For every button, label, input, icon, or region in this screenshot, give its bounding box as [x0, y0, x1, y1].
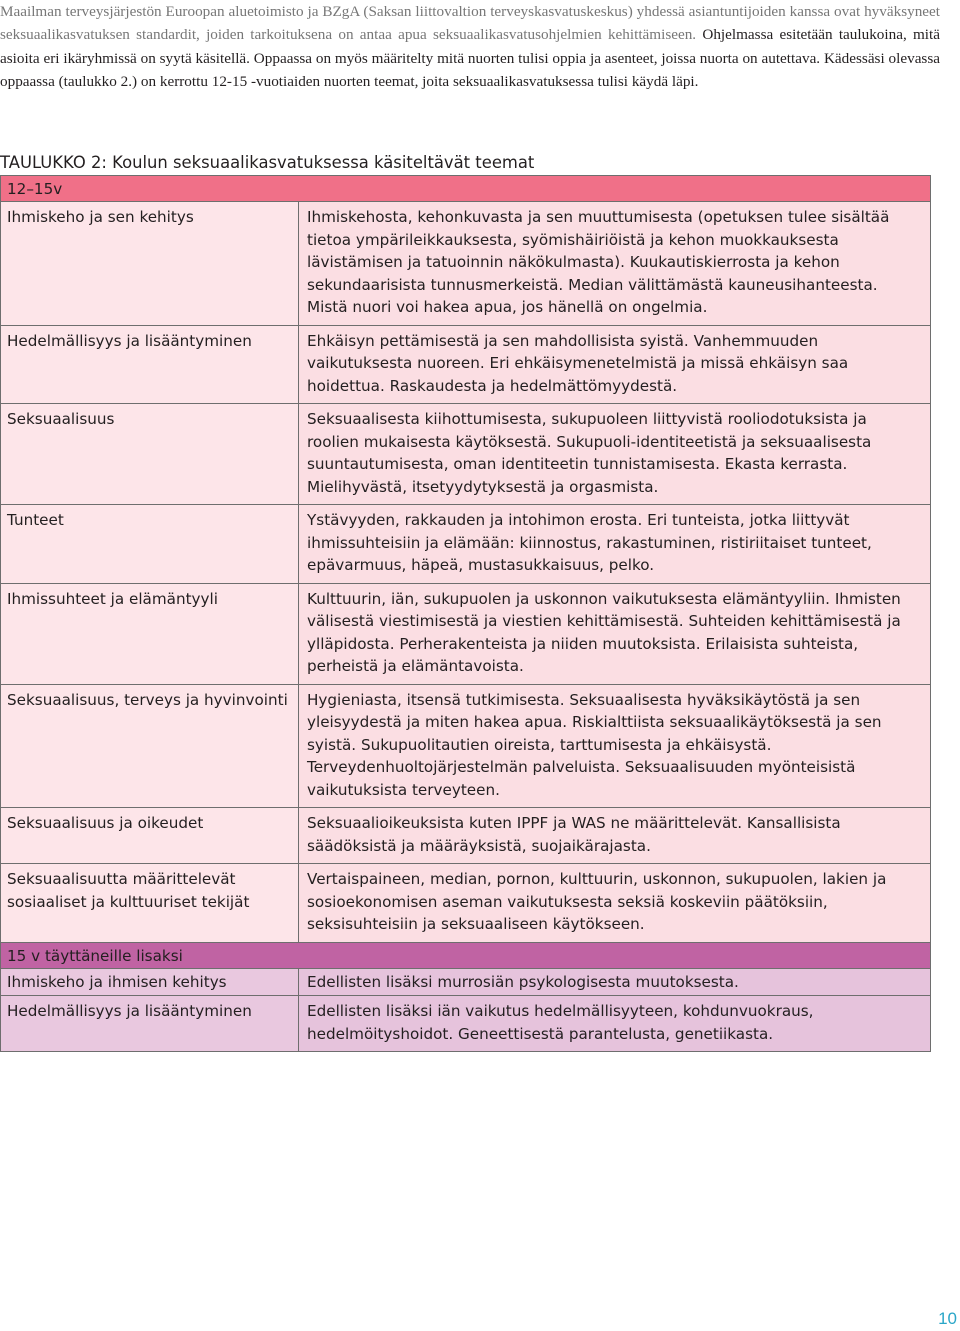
topic-cell: Hedelmällisyys ja lisääntyminen — [1, 325, 299, 404]
description-cell: Seksuaalioikeuksista kuten IPPF ja WAS ne määrittelevät. Kansallisista säädöksistä ja määräyksistä, suojaikärajasta. — [299, 808, 931, 864]
over-15-header: 15 v täyttäneille lisaksi — [1, 942, 931, 968]
description-cell: Ystävyyden, rakkauden ja intohimon erosta. Eri tunteista, jotka liittyvät ihmissuhteisiin ja elämään: kiinnostus, rakastuminen, ristiriitaiset tunteet, epävarmuus, häpeä, mustasukkaisuus, pelko. — [299, 505, 931, 584]
description-cell: Edellisten lisäksi iän vaikutus hedelmällisyyteen, kohdunvuokraus, hedelmöityshoidot. Geneettisestä parantelusta, genetiikasta. — [299, 996, 931, 1052]
topic-cell: Ihmiskeho ja sen kehitys — [1, 202, 299, 326]
topic-cell: Seksuaalisuutta määrittelevät sosiaaliset ja kulttuuriset tekijät — [1, 864, 299, 943]
description-cell: Edellisten lisäksi murrosiän psykologisesta muutoksesta. — [299, 968, 931, 996]
description-cell: Ihmiskehosta, kehonkuvasta ja sen muuttumisesta (opetuksen tulee sisältää tietoa ympärileikkauksesta, syömishäiriöistä ja kehon muokkauksesta lävistämisen ja tatuoinnin näkökulmasta). Kuukautiskierrosta ja kehon sekundaarisista tunnusmerkeistä. Median välittämästä kauneusihanteesta. Mistä nuori voi hakea apua, jos hänellä on ongelmia. — [299, 202, 931, 326]
table-row — [1, 864, 931, 943]
description-cell: Hygieniasta, itsensä tutkimisesta. Seksuaalisesta hyväksikäytöstä ja sen yleisyydestä ja miten hakea apua. Riskialttiista seksuaalikäytöksestä ja sen syistä. Sukupuolitautien oireista, tarttumisesta ja ehkäisystä. Terveydenhuoltojärjestelmän palveluista. Seksuaalisuuden myönteisistä vaikutuksista terveyteen. — [299, 684, 931, 808]
table-row — [1, 583, 931, 684]
table-row — [1, 808, 931, 864]
table-row — [1, 684, 931, 808]
description-cell: Ehkäisyn pettämisestä ja sen mahdollisista syistä. Vanhemmuuden vaikutuksesta nuoreen. Eri ehkäisymenetelmistä ja missä ehkäisyn saa hoidettua. Raskaudesta ja hedelmättömyydestä. — [299, 325, 931, 404]
topic-cell: Hedelmällisyys ja lisääntyminen — [1, 996, 299, 1052]
intro-text-2: Ohjelmassa esitetään taulukoina, mitä asioita eri ikäryhmissä on syytä käsitellä. Oppaassa on myös määritelty mitä nuorten tulisi oppia ja asenteet, joissa nuorta on autettava. Kädessäsi olevassa oppaassa (taulukko 2.) on kerrottu 12-15 -vuotiaiden nuorten teemat, joita seksuaalikasvatuksessa tulisi käydä läpi. — [0, 26, 940, 91]
table-row — [1, 202, 931, 326]
description-cell: Kulttuurin, iän, sukupuolen ja uskonnon vaikutuksesta elämäntyyliin. Ihmisten välisestä viestimisestä ja viestien kehittämisestä. Suhteiden kehittämisestä ja ylläpidosta. Perherakenteista ja niiden muutoksista. Erilaisista suhteista, perheistä ja elämäntavoista. — [299, 583, 931, 684]
page-number: 10 — [938, 1309, 957, 1328]
themes-table — [0, 175, 931, 1052]
age-group-header-row — [1, 176, 931, 202]
topic-cell: Seksuaalisuus, terveys ja hyvinvointi — [1, 684, 299, 808]
table-row — [1, 325, 931, 404]
table-row — [1, 968, 931, 996]
topic-cell: Ihmissuhteet ja elämäntyyli — [1, 583, 299, 684]
topic-cell: Ihmiskeho ja ihmisen kehitys — [1, 968, 299, 996]
description-cell: Seksuaalisesta kiihottumisesta, sukupuoleen liittyvistä rooliodotuksista ja roolien mukaisesta käytöksestä. Sukupuoli-identiteetistä ja seksuaalisesta suuntautumisesta, oman identiteetin tunnistamisesta. Ekasta kerrasta. Mielihyvästä, itsetyydytyksestä ja orgasmista. — [299, 404, 931, 505]
description-cell: Vertaispaineen, median, pornon, kulttuurin, uskonnon, sukupuolen, lakien ja sosioekonomisen aseman vaikutuksesta seksiä koskeviin päätöksiin, seksisuhteisiin ja seksuaaliseen käytökseen. — [299, 864, 931, 943]
intro-paragraph — [0, 0, 940, 94]
topic-cell: Tunteet — [1, 505, 299, 584]
table-row — [1, 996, 931, 1052]
topic-cell: Seksuaalisuus ja oikeudet — [1, 808, 299, 864]
table-row — [1, 505, 931, 584]
topic-cell: Seksuaalisuus — [1, 404, 299, 505]
table-row — [1, 404, 931, 505]
table-caption: TAULUKKO 2: Koulun seksuaalikasvatuksessa käsiteltävät teemat — [0, 153, 535, 172]
age-group-header: 12–15v — [1, 176, 931, 202]
over-15-header-row — [1, 942, 931, 968]
intro-text-1: Maailman terveysjärjestön Euroopan aluetoimisto ja BZgA (Saksan liittovaltion terveyskasvatuskeskus) yhdessä asiantuntijoiden kanssa ovat hyväksyneet seksuaalikasvatuksen standardit, joiden tarkoituksena on antaa apua seksuaalikasvatusohjelmien kehittämiseen. — [0, 3, 940, 44]
